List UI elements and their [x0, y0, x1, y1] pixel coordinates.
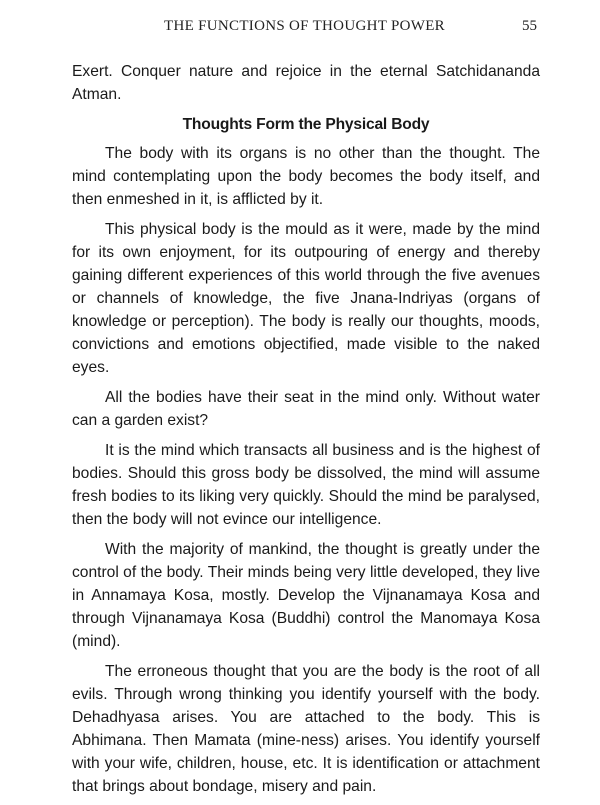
page-body [72, 60, 540, 805]
section-heading: Thoughts Form the Physical Body [182, 116, 430, 133]
body-paragraph: This physical body is the mould as it were, made by the mind for its own enjoyment, for its outpouring of energy and thereby gaining different experiences of this world through the five avenues or channels of knowledge, the five Jnana-Indriyas (organs of knowledge or perception). The body is really our thoughts, moods, convictions and emotions objectified, made visible to the naked eyes. [72, 221, 540, 376]
page-number: 55 [522, 18, 537, 34]
body-paragraph: With the majority of mankind, the thought is greatly under the control of the body. Their minds being very little developed, they live in Annamaya Kosa, mostly. Develop the Vijnanamaya Kosa and through Vijnanamaya Kosa (Buddhi) control the Manomaya Kosa (mind). [72, 541, 540, 650]
body-paragraph: The body with its organs is no other than the thought. The mind contemplating upon the body becomes the body itself, and then enmeshed in it, is afflicted by it. [72, 145, 540, 208]
running-head-title: THE FUNCTIONS OF THOUGHT POWER [164, 18, 445, 34]
body-paragraph: It is the mind which transacts all business and is the highest of bodies. Should this gross body be dissolved, the mind will assume fresh bodies to its liking very quickly. Should the mind be paralysed, then the body will not evince our intelligence. [72, 442, 540, 528]
opening-paragraph: Exert. Conquer nature and rejoice in the eternal Satchidananda Atman. [72, 63, 540, 103]
body-paragraph: The erroneous thought that you are the body is the root of all evils. Through wrong thinking you identify yourself with the body. Dehadhyasa arises. You are attached to the body. This is Abhimana. Then Mamata (mine-ness) arises. You identify yourself with your wife, children, house, etc. It is identification or attachment that brings about bondage, misery and pain. [72, 663, 540, 795]
body-paragraph: All the bodies have their seat in the mind only. Without water can a garden exist? [72, 389, 540, 429]
